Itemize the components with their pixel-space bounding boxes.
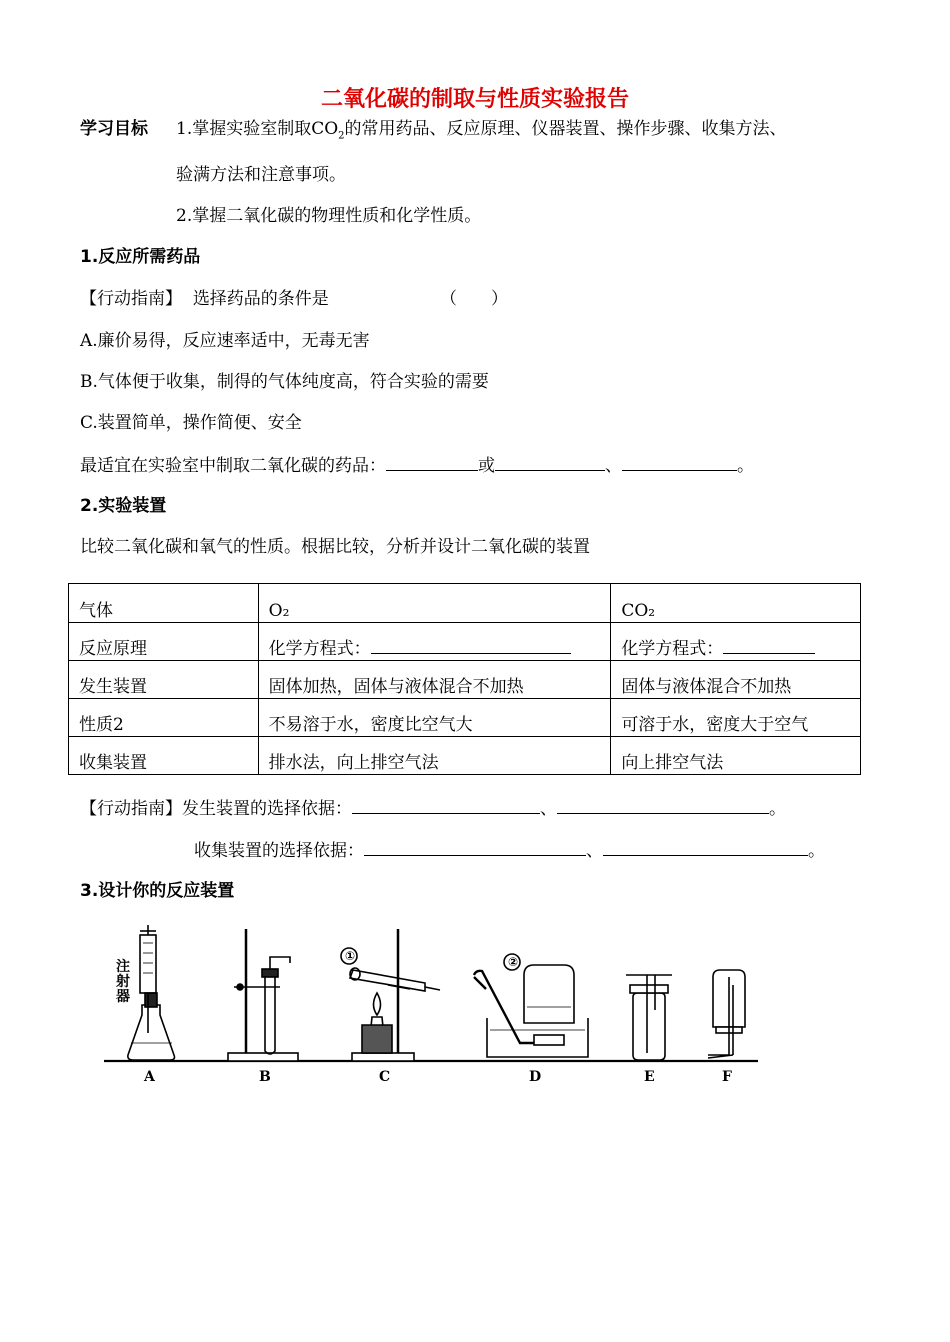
apparatus-e-icon (626, 975, 672, 1060)
table-cell: 收集装置 (69, 737, 259, 775)
label-c: C (379, 1069, 391, 1085)
syringe-label-3: 器 (116, 989, 130, 1005)
table-cell: O₂ (258, 584, 611, 623)
collector-basis-blank-2[interactable] (603, 839, 808, 856)
label-a: A (144, 1069, 155, 1085)
device-guide-line-1: 【行动指南】发生装置的选择依据： 、 。 (80, 799, 786, 819)
marker-2: ② (508, 955, 519, 969)
reagent-blank-2[interactable] (495, 454, 605, 471)
option-c: C.装置简单，操作简便、安全 (80, 413, 302, 433)
table-row (69, 737, 861, 775)
table-cell: 固体加热，固体与液体混合不加热 (258, 661, 611, 699)
generator-basis-blank-1[interactable] (352, 797, 540, 814)
table-cell: 固体与液体混合不加热 (611, 661, 861, 699)
table-row (69, 623, 861, 661)
reagent-fill-line: 最适宜在实验室中制取二氧化碳的药品： 或 、 。 (80, 456, 754, 476)
apparatus-f-icon (708, 970, 745, 1058)
objective-1-cont: 验满方法和注意事项。 (176, 165, 346, 185)
apparatus-d-icon (474, 954, 588, 1057)
option-b: B.气体便于收集，制得的气体纯度高，符合实验的需要 (80, 372, 489, 392)
table-cell: 化学方程式： (258, 623, 611, 661)
table-row (69, 661, 861, 699)
reagent-blank-3[interactable] (622, 454, 737, 471)
table-cell: 性质2 (69, 699, 259, 737)
table-cell: 不易溶于水，密度比空气大 (258, 699, 611, 737)
collector-basis-blank-1[interactable] (364, 839, 586, 856)
table-row (69, 584, 861, 623)
generator-basis-blank-2[interactable] (557, 797, 769, 814)
answer-paren: （ ） (440, 289, 508, 309)
page-title: 二氧化碳的制取与性质实验报告 (320, 87, 629, 112)
apparatus-b-icon (228, 929, 298, 1061)
syringe-label-1: 注 (116, 959, 130, 975)
table-row (69, 699, 861, 737)
reagent-blank-1[interactable] (386, 454, 478, 471)
marker-1: ① (345, 949, 356, 963)
table-cell: 气体 (69, 584, 259, 623)
table-cell: 化学方程式： (611, 623, 861, 661)
option-a: A.廉价易得，反应速率适中，无毒无害 (80, 331, 370, 351)
equation-blank-o2[interactable] (371, 637, 571, 654)
label-f: F (722, 1069, 732, 1085)
syringe-label-2: 射 (116, 974, 130, 990)
comparison-table (68, 583, 861, 775)
section2-heading: 2.实验装置 (80, 496, 167, 516)
table-cell: 可溶于水，密度大于空气 (611, 699, 861, 737)
section3-heading: 3.设计你的反应装置 (80, 881, 235, 901)
section1-guide: 【行动指南】 选择药品的条件是 (80, 289, 329, 309)
table-cell: 排水法，向上排空气法 (258, 737, 611, 775)
device-guide-line-2: 收集装置的选择依据： 、 。 (194, 841, 825, 861)
objective-1: 1.掌握实验室制取$CO_2$的常用药品、反应原理、仪器装置、操作步骤、收集方法、 (176, 119, 787, 142)
label-e: E (644, 1069, 655, 1085)
objective-2: 2.掌握二氧化碳的物理性质和化学性质。 (176, 206, 482, 226)
table-cell: 发生装置 (69, 661, 259, 699)
objectives-label: 学习目标 (80, 119, 148, 139)
section2-intro: 比较二氧化碳和氧气的性质。根据比较，分析并设计二氧化碳的装置 (80, 537, 590, 557)
equation-blank-co2[interactable] (723, 637, 815, 654)
label-b: B (259, 1069, 271, 1085)
apparatus-figure (0, 915, 950, 1095)
table-cell: 反应原理 (69, 623, 259, 661)
table-cell: CO₂ (611, 584, 861, 623)
table-cell: 向上排空气法 (611, 737, 861, 775)
section1-heading: 1.反应所需药品 (80, 247, 201, 267)
apparatus-c-icon (341, 929, 440, 1061)
apparatus-a-icon (128, 925, 175, 1060)
label-d: D (529, 1069, 542, 1085)
